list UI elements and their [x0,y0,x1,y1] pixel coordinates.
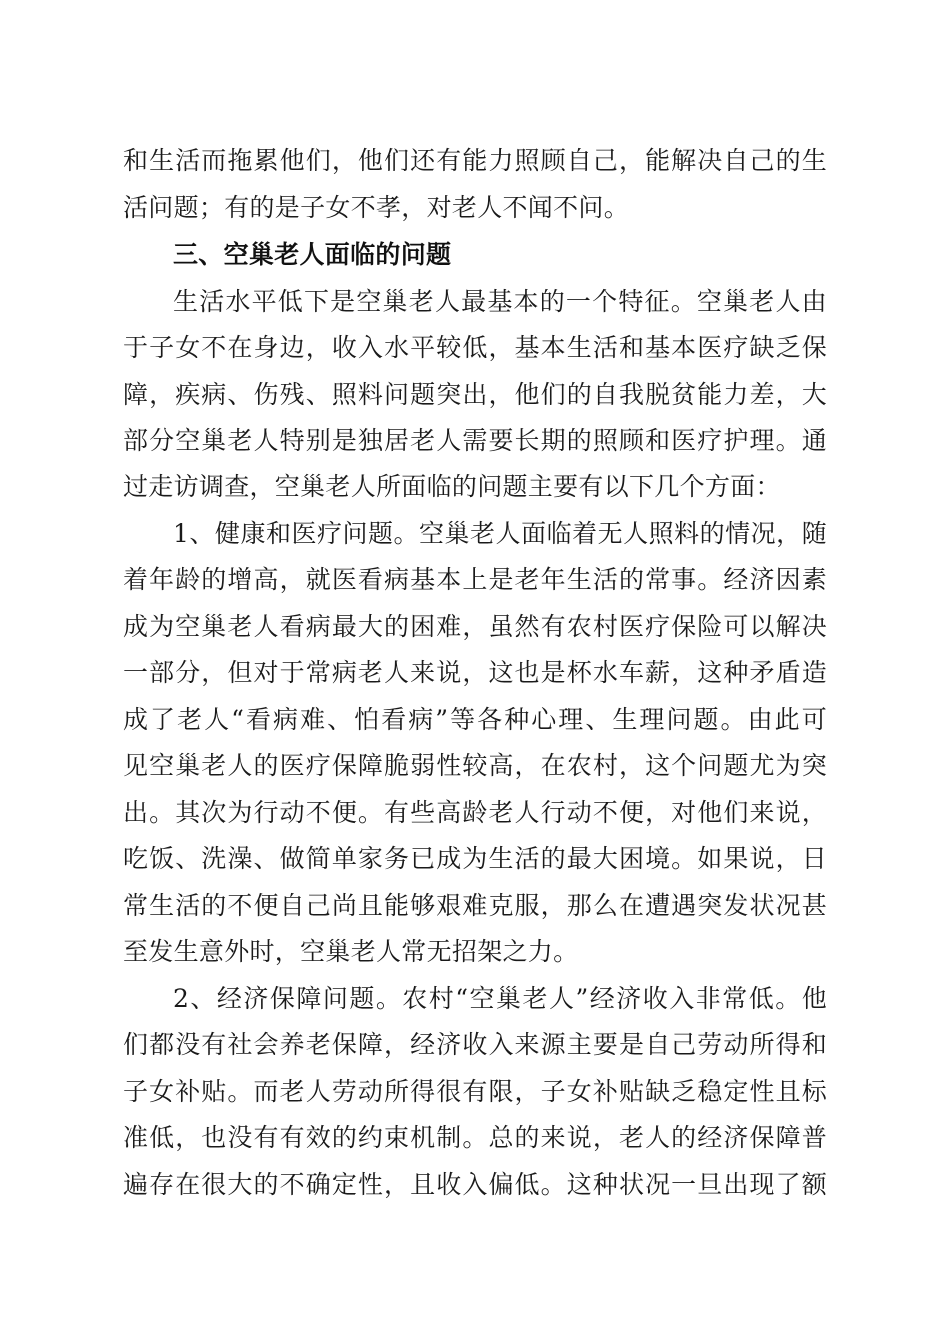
paragraph-line: 子女补贴。而老人劳动所得很有限，子女补贴缺乏稳定性且标 [123,1077,827,1106]
paragraph-line: 部分空巢老人特别是独居老人需要长期的照顾和医疗护理。通 [123,426,827,455]
section-heading: 三、空巢老人面临的问题 [173,240,452,269]
paragraph-line: 吃饭、洗澡、做简单家务已成为生活的最大困境。如果说，日 [123,844,827,873]
paragraph-line: 成为空巢老人看病最大的困难，虽然有农村医疗保险可以解决 [123,612,827,641]
paragraph-line: 常生活的不便自己尚且能够艰难克服，那么在遭遇突发状况甚 [123,891,827,920]
paragraph-line: 至发生意外时，空巢老人常无招架之力。 [123,937,579,966]
paragraph-line: 活问题；有的是子女不孝，对老人不闻不问。 [123,193,630,222]
paragraph-line: 着年龄的增高，就医看病基本上是老年生活的常事。经济因素 [123,565,827,594]
paragraph-line: 准低，也没有有效的约束机制。总的来说，老人的经济保障普 [123,1123,827,1152]
paragraph-line: 过走访调查，空巢老人所面临的问题主要有以下几个方面： [123,472,781,501]
paragraph-line: 出。其次为行动不便。有些高龄老人行动不便，对他们来说， [123,798,827,827]
paragraph-line: 1、健康和医疗问题。空巢老人面临着无人照料的情况，随 [173,519,827,548]
paragraph-line: 于子女不在身边，收入水平较低，基本生活和基本医疗缺乏保 [123,333,827,362]
paragraph-line: 们都没有社会养老保障，经济收入来源主要是自己劳动所得和 [123,1030,827,1059]
paragraph-line: 一部分，但对于常病老人来说，这也是杯水车薪，这种矛盾造 [123,658,827,687]
paragraph-line: 遍存在很大的不确定性，且收入偏低。这种状况一旦出现了额 [123,1170,827,1199]
paragraph-line: 障，疾病、伤残、照料问题突出，他们的自我脱贫能力差，大 [123,380,827,409]
paragraph-line: 见空巢老人的医疗保障脆弱性较高，在农村，这个问题尤为突 [123,751,827,780]
paragraph-line: 2、经济保障问题。农村“空巢老人”经济收入非常低。他 [173,984,827,1013]
paragraph-line: 成了老人“看病难、怕看病”等各种心理、生理问题。由此可 [123,705,827,734]
paragraph-line: 和生活而拖累他们，他们还有能力照顾自己，能解决自己的生 [123,146,827,175]
paragraph-line: 生活水平低下是空巢老人最基本的一个特征。空巢老人由 [173,287,827,316]
